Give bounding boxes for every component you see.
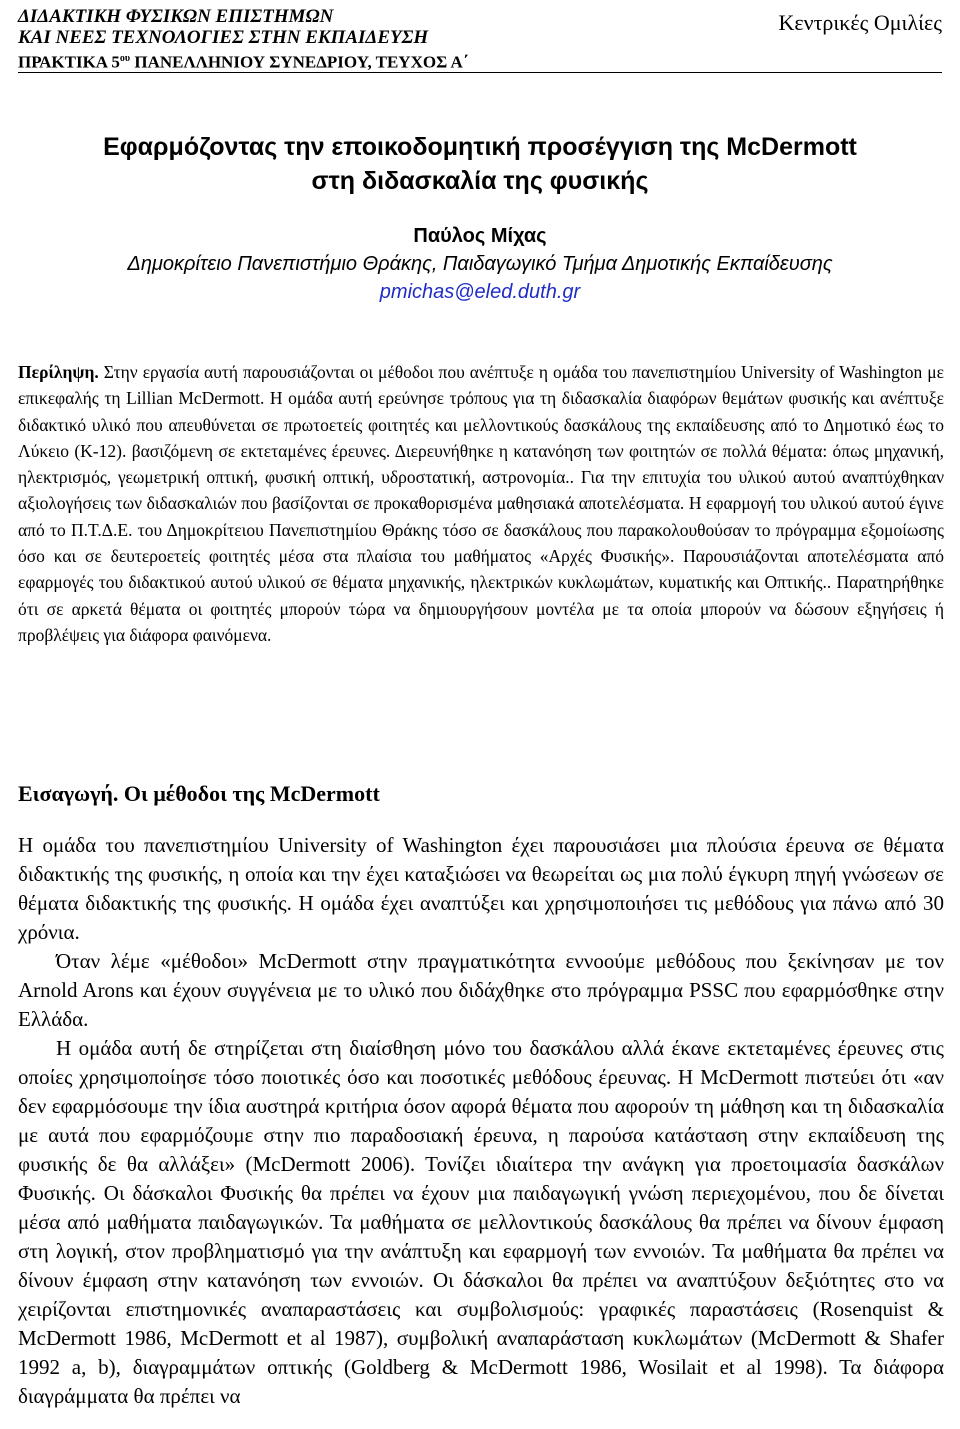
body-text — [18, 831, 944, 1411]
abstract-text: Στην εργασία αυτή παρουσιάζονται οι μέθοδοι που ανέπτυξε η ομάδα του πανεπιστημίου University of Washington με επικεφαλής τη Lillian McDermott. Η ομάδα αυτή ερεύνησε τρόπους για τη διδασκαλία διαφόρων θεμάτων φυσικής και ανέπτυξε διδακτικό υλικό που απευθύνεται σε πρωτοετείς φοιτητές και μελλοντικούς δασκάλους της εκπαίδευσης από το Δημοτικό έως το Λύκειο (K-12). βασιζόμενη σε εκτεταμένες έρευνες. Διερευνήθηκε η κατανόηση των φοιτητών σε πολλά θέματα: όπως μηχανική, ηλεκτρισμός, γεωμετρική οπτική, φυσική οπτική, υδροστατική, αστρονομία.. Για την επιτυχία του υλικού αυτού αναπτύχθηκαν αξιολογήσεις των διδασκαλιών που βασίζονται σε προκαθορισμένα μαθησιακά αποτελέσματα. Η εφαρμογή του υλικού αυτού έγινε από το Π.Τ.Δ.Ε. του Δημοκρίτειου Πανεπιστημίου Θράκης τόσο σε δασκάλους που παρακολουθούσαν το πρόγραμμα εξομοίωσης όσο και σε δευτεροετείς φοιτητές μέσα στα πλαίσια του μαθήματος «Αρχές Φυσικής». Παρουσιάζονται αποτελέσματα από εφαρμογές του διδακτικού αυτού υλικού σε θέματα μηχανικής, ηλεκτρικών κυκλωμάτων, κυματικής και Οπτικής.. Παρατηρήθηκε ότι σε αρκετά θέματα οι φοιτητές μπορούν τώρα να δημιουργήσουν μοντέλα με τα οποία μπορούν να δώσουν εξηγήσεις ή προβλέψεις για διάφορα φαινόμενα. — [18, 362, 944, 645]
paragraph-1: Η ομάδα του πανεπιστημίου University of Washington έχει παρουσιάσει μια πλούσια έρευνα σε θέματα διδακτικής της φυσικής, η οποία και την έχει καταξιώσει να θεωρείται ως μια πολύ έγκυρη πηγή γνώσεων σε θέματα διδακτικής της φυσικής. Η ομάδα έχει αναπτύξει και χρησιμοποιήσει τις μεθόδους για πάνω από 30 χρόνια. — [18, 833, 944, 944]
paper-title — [0, 130, 960, 198]
section-heading: Εισαγωγή. Οι μέθοδοι της McDermott — [18, 781, 380, 806]
paper-title-line-2: στη διδασκαλία της φυσικής — [311, 167, 649, 195]
paper-title-line-1: Εφαρμόζοντας την εποικοδομητική προσέγγιση της McDermott — [103, 133, 857, 161]
author-email-link[interactable]: pmichas@eled.duth.gr — [379, 281, 581, 303]
journal-title-line-2: ΚΑΙ ΝΕΕΣ ΤΕΧΝΟΛΟΓΙΕΣ ΣΤΗΝ ΕΚΠΑΙΔΕΥΣΗ — [18, 27, 429, 48]
abstract-label: Περίληψη. — [18, 362, 99, 382]
proceedings-line — [18, 48, 468, 73]
journal-title-line-1: ΔΙΔΑΚΤΙΚΗ ΦΥΣΙΚΩΝ ΕΠΙΣΤΗΜΩΝ — [18, 6, 334, 27]
paragraph-3: Η ομάδα αυτή δε στηρίζεται στη διαίσθηση μόνο του δασκάλου αλλά έκανε εκτεταμένες έρευνες στις οποίες χρησιμοποίησε τόσο ποιοτικές όσο και ποσοτικές μεθόδους έρευνας. Η McDermott πιστεύει ότι «αν δεν εφαρμόσουμε την ίδια αυστηρά κριτήρια όσον αφορά θέματα που αφορούν τη μάθηση και τη διδασκαλία με αυτά που εφαρμόζουμε στην πιο παραδοσιακή έρευνα, η παρούσα κατάσταση στην εκπαίδευση της φυσικής δε θα αλλάξει» (McDermott 2006). Τονίζει ιδιαίτερα την ανάγκη για προετοιμασία δασκάλων Φυσικής. Οι δάσκαλοι Φυσικής θα πρέπει να έχουν μια παιδαγωγική γνώση περιεχομένου, που δε δίνεται μέσα από μαθήματα παιδαγωγικών. Τα μαθήματα σε μελλοντικούς δασκάλους θα πρέπει να δίνουν έμφαση στη λογική, στον προβληματισμό για την ανάπτυξη και εφαρμογή των εννοιών. Τα μαθήματα θα πρέπει να δίνουν έμφαση στην κατανόηση των εννοιών. Οι δάσκαλοι θα πρέπει να αναπτύξουν δεξιότητες στο να χειρίζονται επιστημονικές αναπαραστάσεις και συμβολισμούς: γραφικές παραστάσεις (Rosenquist & McDermott 1986, McDermott et al 1987), συμβολική αναπαράσταση κυκλωμάτων (McDermott & Shafer 1992 a, b), διαγραμμάτων οπτικής (Goldberg & McDermott 1986, Wosilait et al 1998). Τα διάφορα διαγράμματα θα πρέπει να — [18, 1036, 944, 1408]
header-divider — [18, 72, 942, 73]
journal-title — [18, 6, 468, 73]
author-affiliation: Δημοκρίτειο Πανεπιστήμιο Θράκης, Παιδαγωγικό Τμήμα Δημοτικής Εκπαίδευσης — [127, 253, 833, 275]
author-name: Παύλος Μίχας — [413, 225, 547, 247]
proceedings-prefix: ΠΡΑΚΤΙΚΑ 5 — [18, 52, 120, 72]
section-tag: Κεντρικές Ομιλίες — [778, 10, 942, 35]
proceedings-suffix: ΠΑΝΕΛΛΗΝΙΟΥ ΣΥΝΕΔΡΙΟΥ, ΤΕΥΧΟΣ Α΄ — [130, 52, 469, 72]
running-header — [18, 6, 942, 72]
proceedings-ordinal: ου — [119, 53, 131, 64]
abstract — [18, 359, 944, 648]
paragraph-2: Όταν λέμε «μέθοδοι» McDermott στην πραγματικότητα εννοούμε μεθόδους που ξεκίνησαν με τον Arnold Arons και έχουν συγγένεια με το υλικό που διδάχθηκε στο πρόγραμμα PSSC που εφαρμόσθηκε στην Ελλάδα. — [18, 949, 944, 1031]
